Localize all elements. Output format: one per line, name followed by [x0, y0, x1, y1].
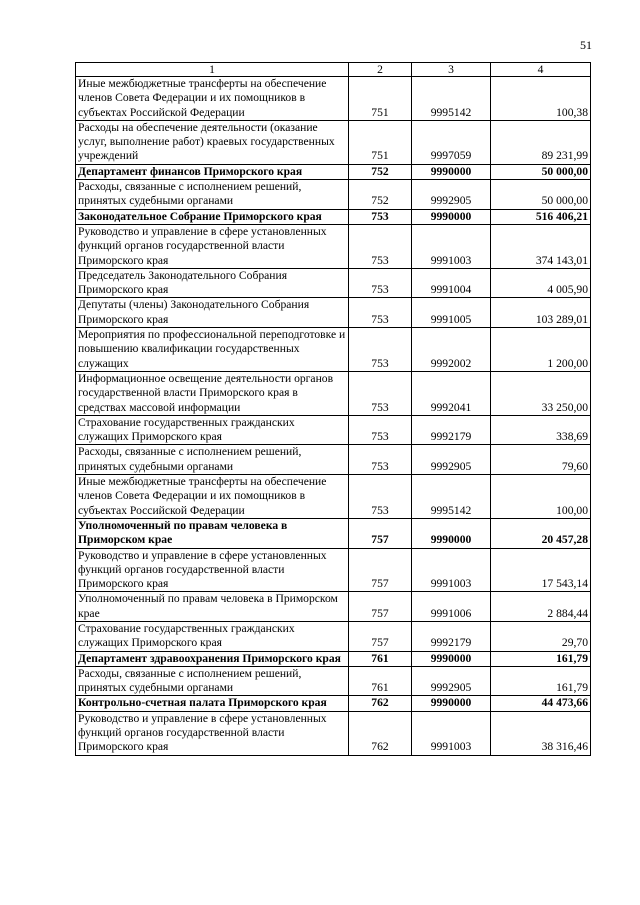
cell-target-code: 9990000 — [412, 164, 491, 179]
cell-amount: 100,38 — [491, 77, 591, 121]
cell-amount: 338,69 — [491, 415, 591, 445]
cell-grbs-code: 757 — [349, 621, 412, 651]
table-row — [76, 415, 591, 445]
cell-target-code: 9991003 — [412, 711, 491, 755]
cell-name: Председатель Законодательного Собрания Приморского края — [76, 268, 349, 298]
cell-name: Контрольно-счетная палата Приморского края — [76, 696, 349, 711]
cell-target-code: 9992179 — [412, 621, 491, 651]
header-col-1: 1 — [76, 63, 349, 77]
cell-amount: 29,70 — [491, 621, 591, 651]
cell-target-code: 9990000 — [412, 518, 491, 548]
cell-target-code: 9997059 — [412, 120, 491, 164]
cell-amount: 33 250,00 — [491, 371, 591, 415]
table-row — [76, 696, 591, 711]
cell-name: Расходы, связанные с исполнением решений, принятых судебными органами — [76, 180, 349, 210]
cell-amount: 89 231,99 — [491, 120, 591, 164]
cell-amount: 20 457,28 — [491, 518, 591, 548]
cell-grbs-code: 753 — [349, 209, 412, 224]
cell-target-code: 9991005 — [412, 298, 491, 328]
cell-target-code: 9995142 — [412, 475, 491, 519]
header-row — [76, 63, 591, 77]
cell-amount: 44 473,66 — [491, 696, 591, 711]
cell-name: Страхование государственных гражданских служащих Приморского края — [76, 415, 349, 445]
cell-grbs-code: 757 — [349, 518, 412, 548]
cell-name: Уполномоченный по правам человека в Приморском крае — [76, 518, 349, 548]
cell-amount: 161,79 — [491, 651, 591, 666]
header-col-3: 3 — [412, 63, 491, 77]
cell-target-code: 9991003 — [412, 224, 491, 268]
cell-amount: 103 289,01 — [491, 298, 591, 328]
cell-amount: 374 143,01 — [491, 224, 591, 268]
table-body — [76, 77, 591, 756]
cell-grbs-code: 753 — [349, 268, 412, 298]
table-row — [76, 475, 591, 519]
cell-name: Расходы на обеспечение деятельности (оказание услуг, выполнение работ) краевых государственных учреждений — [76, 120, 349, 164]
cell-target-code: 9992041 — [412, 371, 491, 415]
table-row — [76, 209, 591, 224]
cell-name: Иные межбюджетные трансферты на обеспечение членов Совета Федерации и их помощников в субъектах Российской Федерации — [76, 77, 349, 121]
cell-grbs-code: 753 — [349, 298, 412, 328]
cell-name: Мероприятия по профессиональной переподготовке и повышению квалификации государственных служащих — [76, 328, 349, 372]
cell-grbs-code: 761 — [349, 651, 412, 666]
cell-target-code: 9995142 — [412, 77, 491, 121]
cell-amount: 38 316,46 — [491, 711, 591, 755]
cell-target-code: 9990000 — [412, 209, 491, 224]
cell-grbs-code: 753 — [349, 475, 412, 519]
cell-grbs-code: 757 — [349, 592, 412, 622]
cell-grbs-code: 753 — [349, 328, 412, 372]
table-row — [76, 592, 591, 622]
cell-target-code: 9991004 — [412, 268, 491, 298]
cell-name: Информационное освещение деятельности органов государственной власти Приморского края в средствах массовой информации — [76, 371, 349, 415]
cell-grbs-code: 751 — [349, 77, 412, 121]
cell-grbs-code: 762 — [349, 711, 412, 755]
table-header — [76, 63, 591, 77]
cell-name: Страхование государственных гражданских служащих Приморского края — [76, 621, 349, 651]
cell-amount: 50 000,00 — [491, 180, 591, 210]
table-row — [76, 77, 591, 121]
table-row — [76, 224, 591, 268]
cell-target-code: 9992905 — [412, 666, 491, 696]
cell-target-code: 9992905 — [412, 180, 491, 210]
cell-name: Уполномоченный по правам человека в Приморском крае — [76, 592, 349, 622]
cell-grbs-code: 752 — [349, 180, 412, 210]
cell-grbs-code: 753 — [349, 445, 412, 475]
cell-target-code: 9990000 — [412, 696, 491, 711]
table-row — [76, 711, 591, 755]
cell-target-code: 9992905 — [412, 445, 491, 475]
header-col-2: 2 — [349, 63, 412, 77]
table-row — [76, 180, 591, 210]
table-row — [76, 548, 591, 592]
header-col-4: 4 — [491, 63, 591, 77]
cell-name: Департамент финансов Приморского края — [76, 164, 349, 179]
cell-name: Департамент здравоохранения Приморского края — [76, 651, 349, 666]
cell-amount: 516 406,21 — [491, 209, 591, 224]
table-row — [76, 371, 591, 415]
cell-name: Депутаты (члены) Законодательного Собрания Приморского края — [76, 298, 349, 328]
cell-amount: 17 543,14 — [491, 548, 591, 592]
table-row — [76, 621, 591, 651]
cell-amount: 79,60 — [491, 445, 591, 475]
cell-amount: 50 000,00 — [491, 164, 591, 179]
cell-name: Законодательное Собрание Приморского края — [76, 209, 349, 224]
cell-target-code: 9990000 — [412, 651, 491, 666]
page-number: 51 — [580, 38, 592, 52]
cell-grbs-code: 762 — [349, 696, 412, 711]
table-row — [76, 328, 591, 372]
cell-amount: 4 005,90 — [491, 268, 591, 298]
table-row — [76, 445, 591, 475]
cell-amount: 100,00 — [491, 475, 591, 519]
table-row — [76, 298, 591, 328]
cell-grbs-code: 761 — [349, 666, 412, 696]
cell-amount: 161,79 — [491, 666, 591, 696]
table-row — [76, 518, 591, 548]
cell-grbs-code: 757 — [349, 548, 412, 592]
cell-name: Руководство и управление в сфере установленных функций органов государственной власти Приморского края — [76, 711, 349, 755]
cell-grbs-code: 753 — [349, 371, 412, 415]
cell-grbs-code: 753 — [349, 224, 412, 268]
budget-table — [75, 62, 591, 756]
cell-name: Иные межбюджетные трансферты на обеспечение членов Совета Федерации и их помощников в субъектах Российской Федерации — [76, 475, 349, 519]
cell-name: Руководство и управление в сфере установленных функций органов государственной власти Приморского края — [76, 224, 349, 268]
cell-target-code: 9992002 — [412, 328, 491, 372]
cell-amount: 1 200,00 — [491, 328, 591, 372]
table-row — [76, 120, 591, 164]
cell-name: Расходы, связанные с исполнением решений, принятых судебными органами — [76, 445, 349, 475]
cell-name: Расходы, связанные с исполнением решений, принятых судебными органами — [76, 666, 349, 696]
table-row — [76, 268, 591, 298]
cell-target-code: 9991006 — [412, 592, 491, 622]
table-row — [76, 164, 591, 179]
table-row — [76, 666, 591, 696]
cell-grbs-code: 751 — [349, 120, 412, 164]
cell-name: Руководство и управление в сфере установленных функций органов государственной власти Приморского края — [76, 548, 349, 592]
cell-target-code: 9991003 — [412, 548, 491, 592]
cell-grbs-code: 753 — [349, 415, 412, 445]
cell-target-code: 9992179 — [412, 415, 491, 445]
table-row — [76, 651, 591, 666]
cell-grbs-code: 752 — [349, 164, 412, 179]
cell-amount: 2 884,44 — [491, 592, 591, 622]
